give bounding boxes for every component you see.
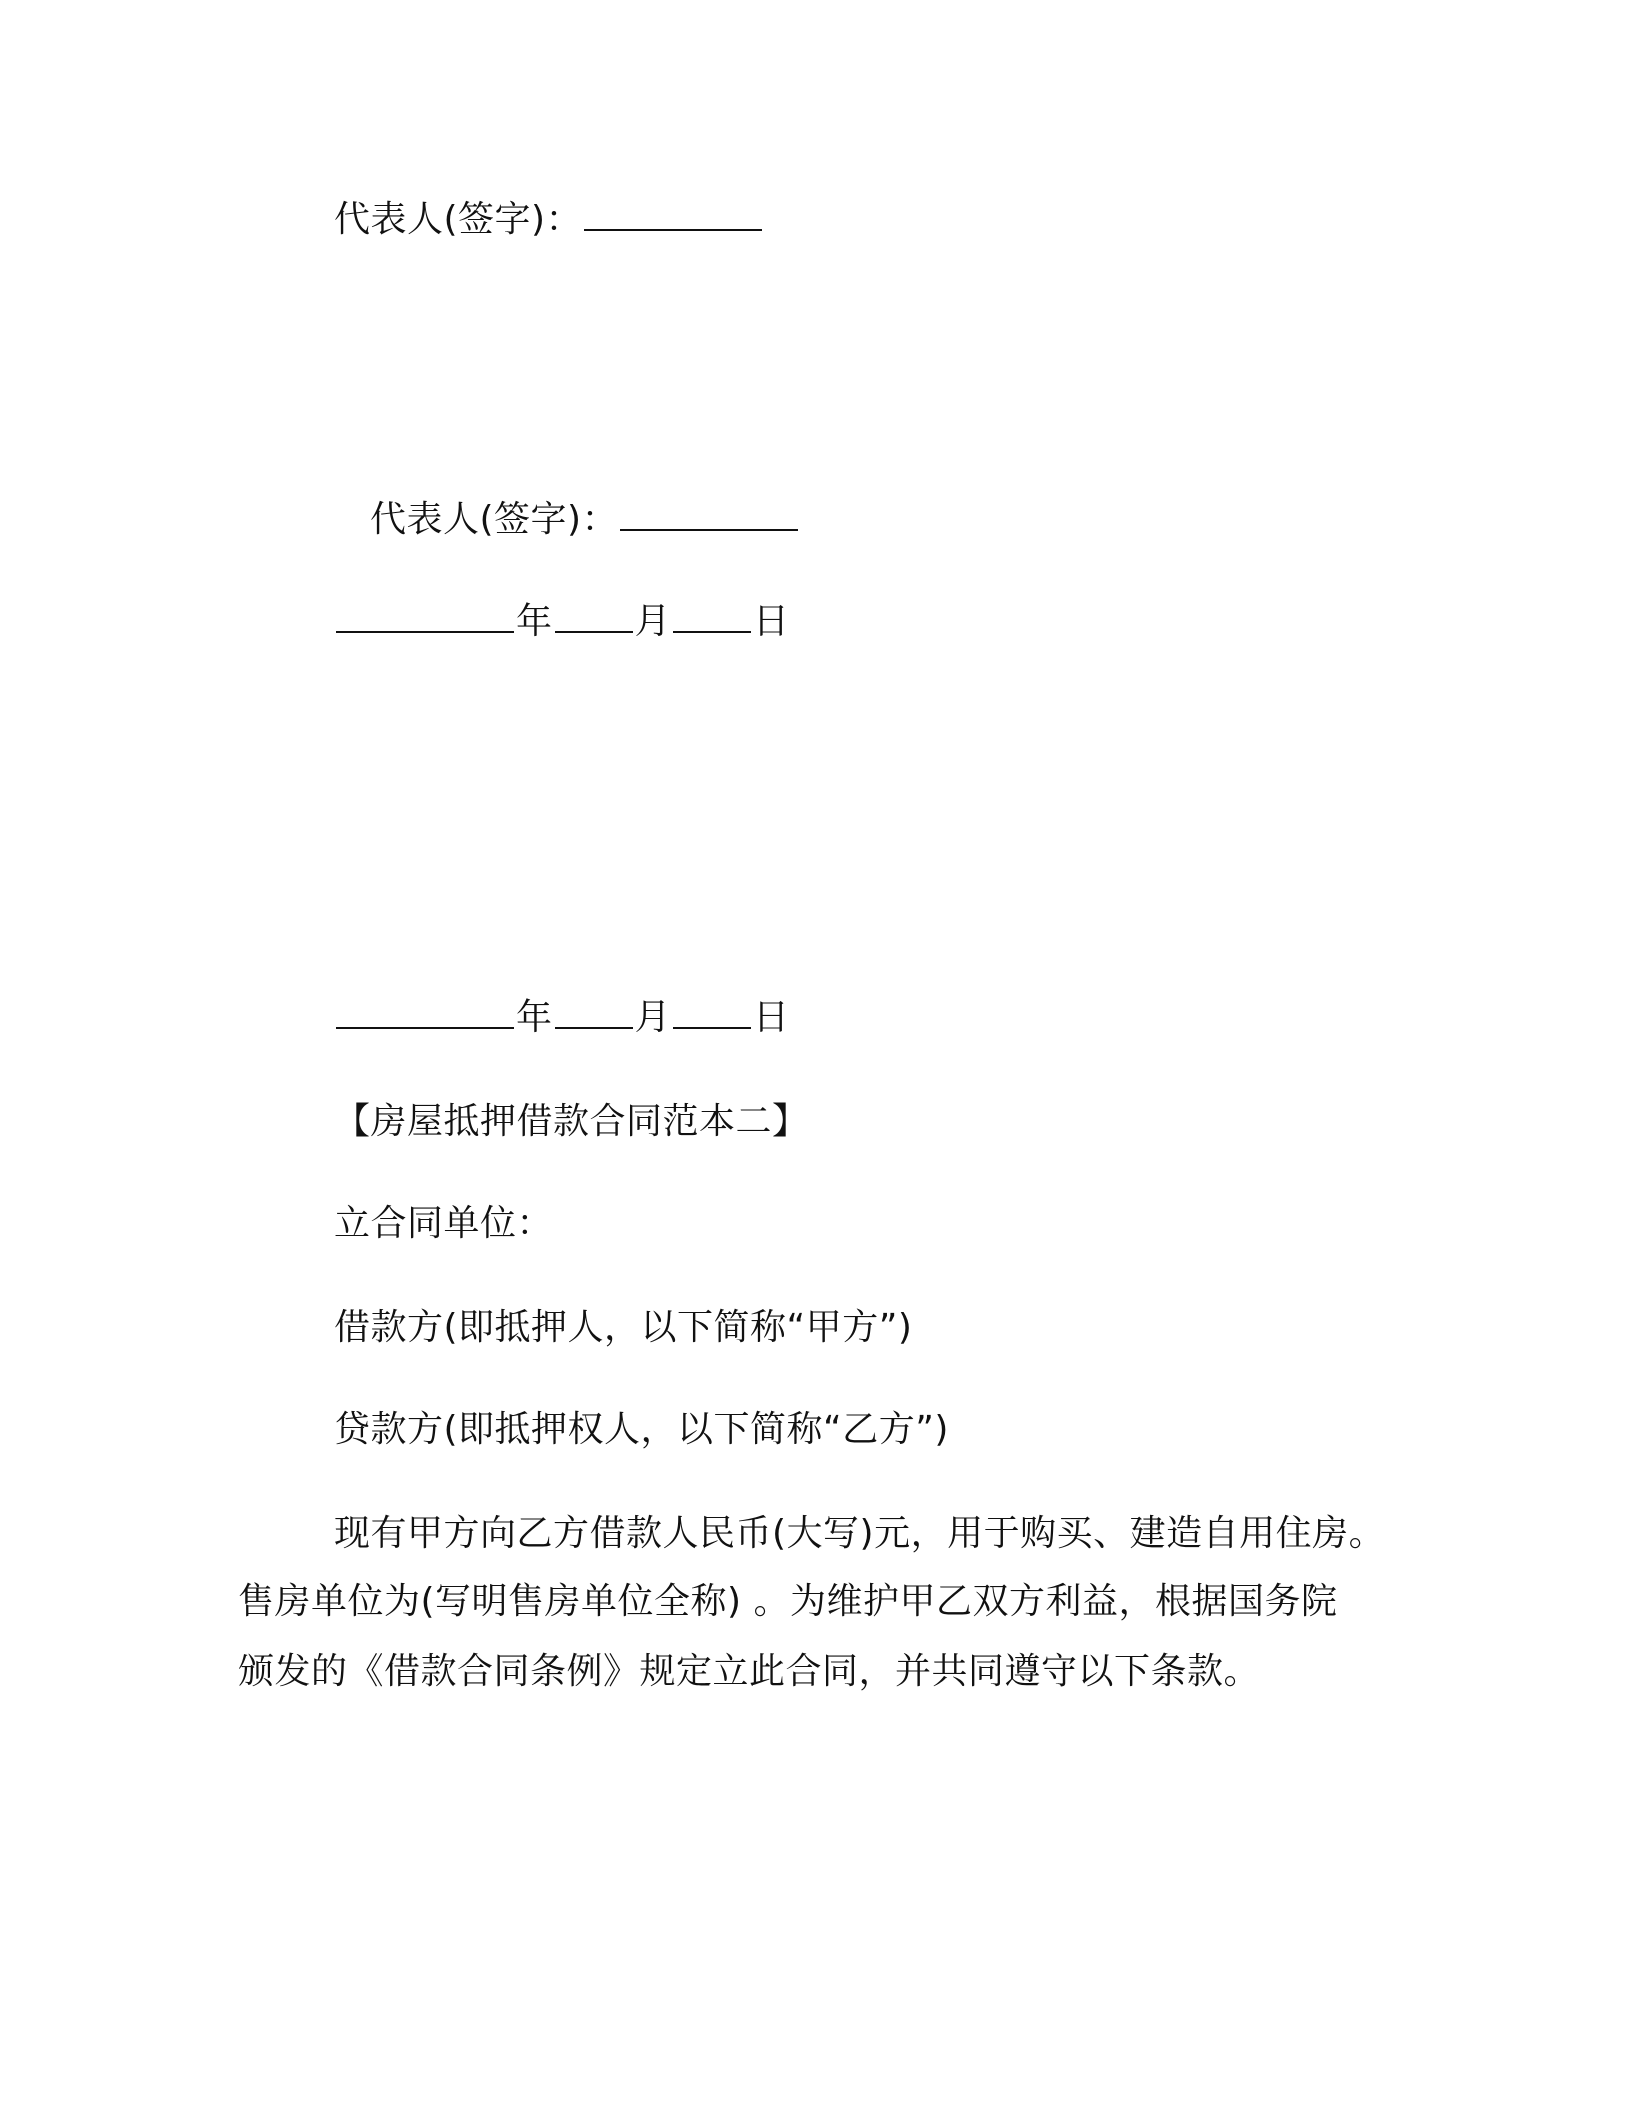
month-label: 月 — [634, 601, 672, 642]
year-label: 年 — [516, 601, 553, 642]
lender-line: 贷款方(即抵押权人，以下简称“乙方”) — [334, 1409, 949, 1450]
year-label: 年 — [516, 997, 553, 1038]
year-blank — [336, 601, 514, 633]
month-label: 月 — [634, 997, 672, 1038]
month-blank — [555, 997, 633, 1029]
contract-title: 【房屋抵押借款合同范本二】 — [334, 1101, 809, 1142]
borrower-line: 借款方(即抵押人，以下简称“甲方”) — [334, 1307, 913, 1348]
signature-blank — [620, 499, 798, 531]
signature-blank — [584, 199, 762, 231]
year-blank — [336, 997, 514, 1029]
representative-signature-line-2 — [370, 498, 800, 542]
day-blank — [673, 997, 751, 1029]
representative-label: 代表人(签字)： — [370, 499, 619, 540]
day-label: 日 — [753, 601, 790, 642]
body-paragraph-line-2: 售房单位为(写明售房单位全称) 。为维护甲乙双方利益，根据国务院 — [238, 1581, 1338, 1622]
body-paragraph-line-1: 现有甲方向乙方借款人民币(大写)元，用于购买、建造自用住房。 — [334, 1513, 1386, 1554]
month-blank — [555, 601, 633, 633]
representative-signature-line-1 — [334, 198, 764, 242]
representative-label: 代表人(签字)： — [334, 199, 583, 240]
body-paragraph-line-3: 颁发的《借款合同条例》规定立此合同，并共同遵守以下条款。 — [238, 1651, 1261, 1692]
day-label: 日 — [753, 997, 790, 1038]
date-line-1 — [334, 600, 790, 644]
date-line-2 — [334, 996, 790, 1040]
day-blank — [673, 601, 751, 633]
parties-heading: 立合同单位： — [334, 1203, 554, 1244]
